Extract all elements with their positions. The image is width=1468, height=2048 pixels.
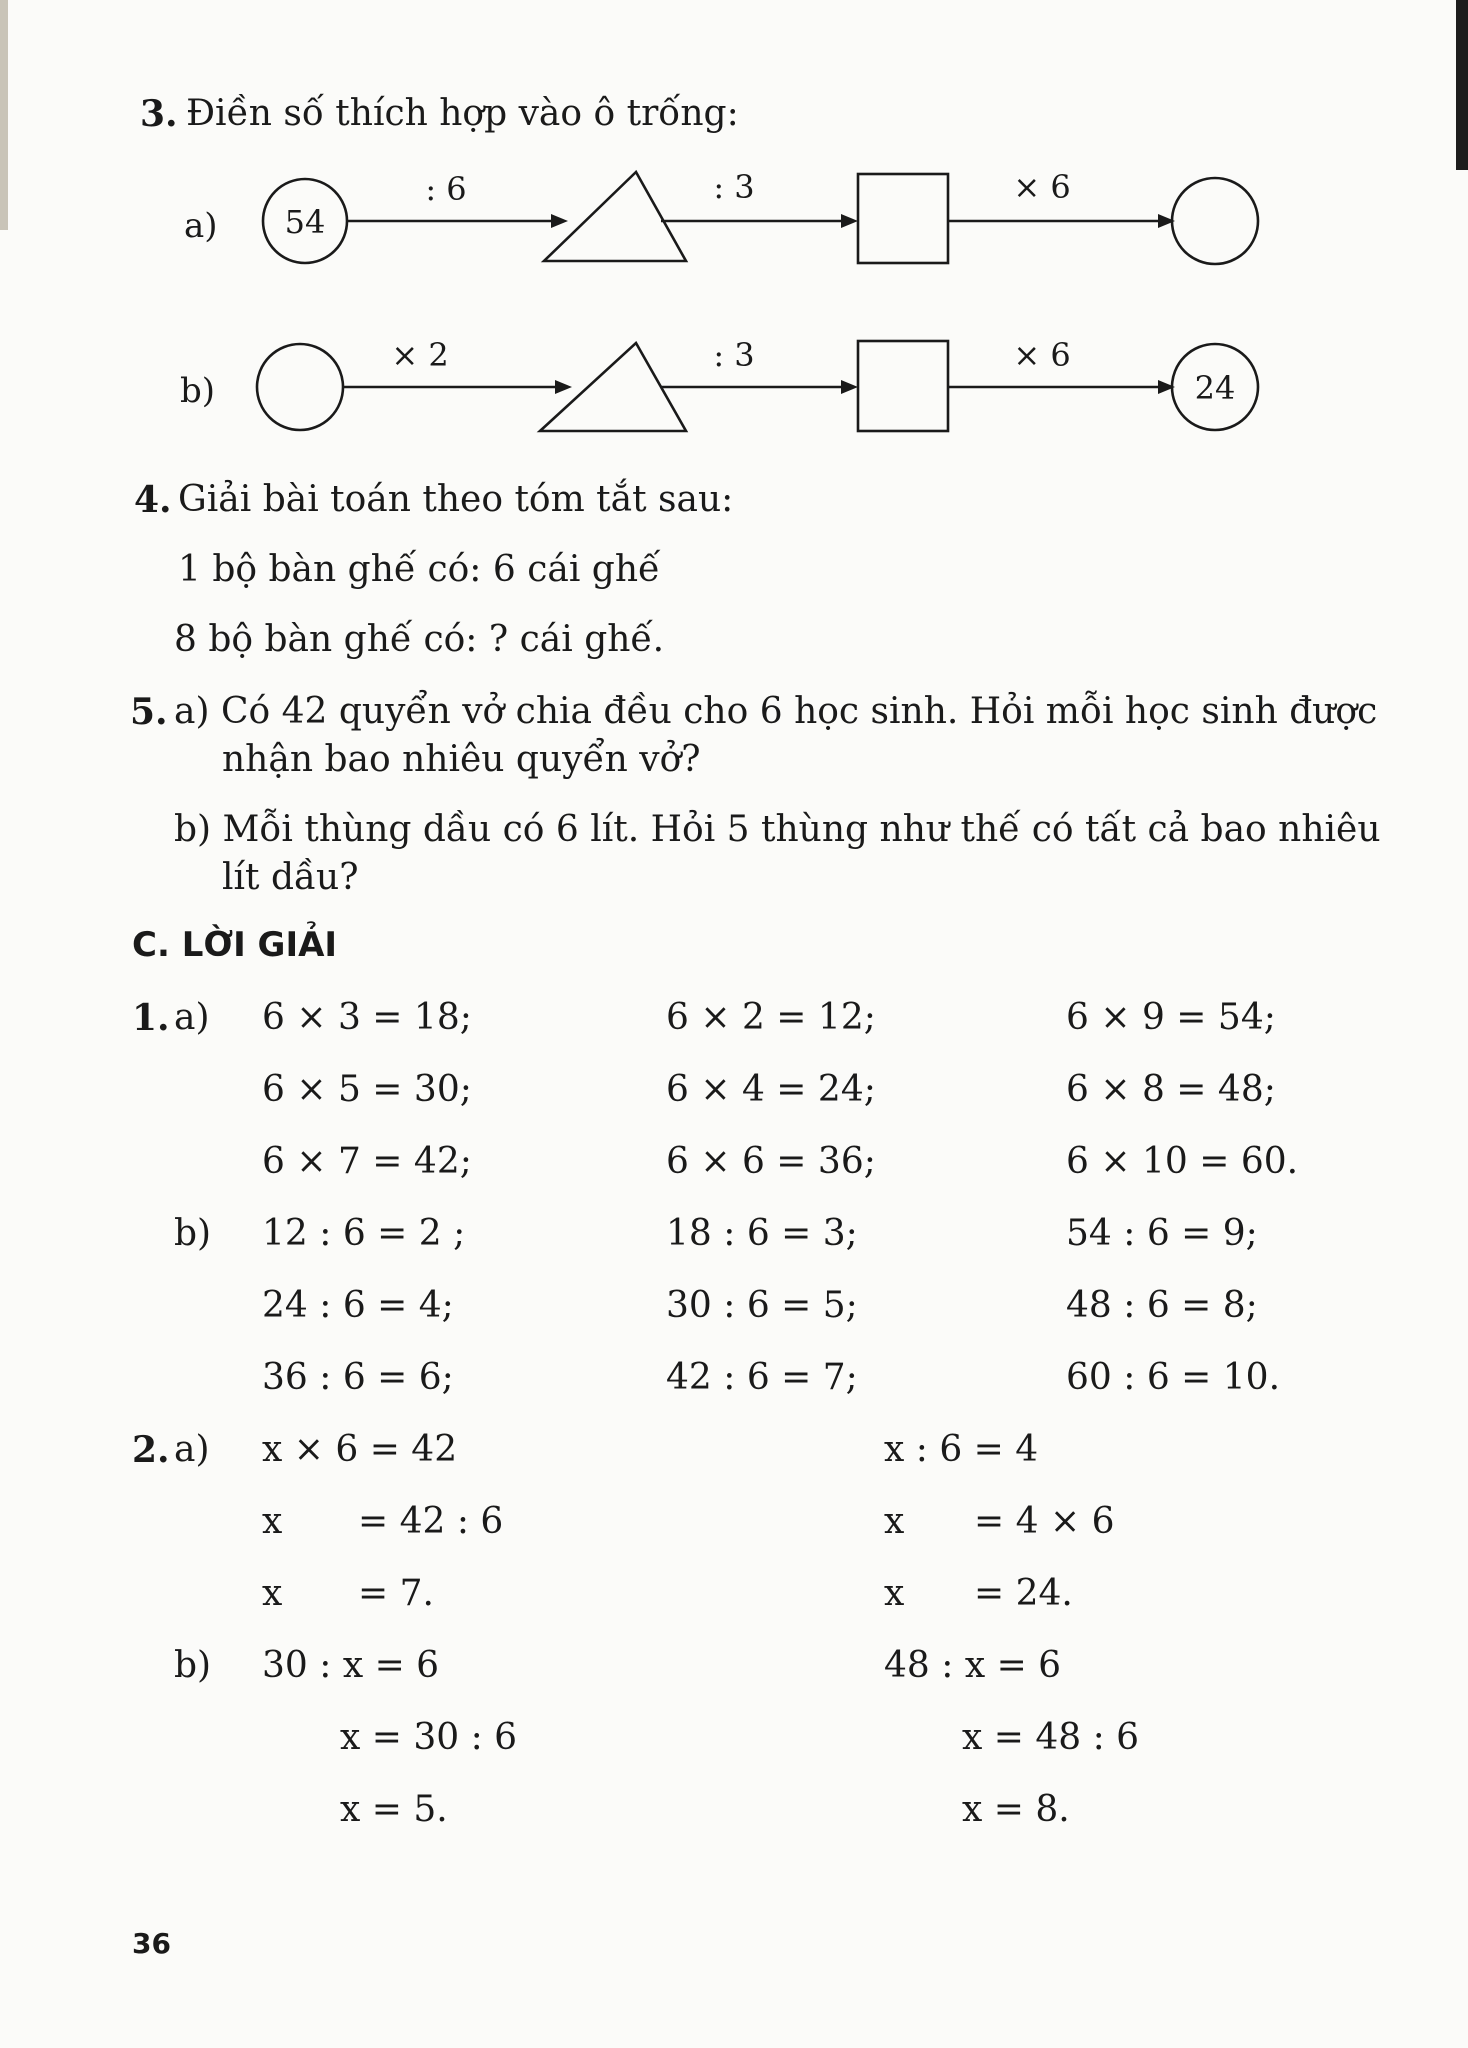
solution-1b-cell: 42 : 6 = 7; bbox=[666, 1357, 858, 1398]
start-circle-blank bbox=[257, 344, 343, 430]
solution-1b-cell: 60 : 6 = 10. bbox=[1066, 1357, 1281, 1398]
exercise-4-number: 4. bbox=[134, 479, 172, 521]
exercise-3a-diagram bbox=[240, 160, 1280, 290]
solution-1a-cell: 6 × 9 = 54; bbox=[1066, 997, 1276, 1038]
exercise-3-title: Điền số thích hợp vào ô trống: bbox=[186, 93, 739, 134]
solution-2a-label: a) bbox=[174, 1429, 210, 1470]
solution-2a-right-line-3: = 24. bbox=[974, 1573, 1073, 1614]
solution-1b-cell: 48 : 6 = 8; bbox=[1066, 1285, 1258, 1326]
page-left-edge bbox=[0, 0, 8, 230]
solution-1a-cell: 6 × 6 = 36; bbox=[666, 1141, 876, 1182]
solution-1a-cell: 6 × 4 = 24; bbox=[666, 1069, 876, 1110]
solution-1a-label: a) bbox=[174, 997, 210, 1038]
op-2-label: : 3 bbox=[713, 168, 755, 206]
solution-2a-left-line-2: = 42 : 6 bbox=[358, 1501, 504, 1542]
exercise-3a-label: a) bbox=[184, 206, 218, 246]
exercise-3b-diagram bbox=[240, 326, 1280, 456]
binder-edge bbox=[1456, 0, 1468, 170]
solution-1-number: 1. bbox=[132, 997, 170, 1039]
solution-1a-cell: 6 × 2 = 12; bbox=[666, 997, 876, 1038]
exercise-4-line-1: 1 bộ bàn ghế có: 6 cái ghế bbox=[178, 549, 661, 590]
solution-2b-right-line-2: x = 48 : 6 bbox=[962, 1717, 1140, 1758]
solution-1a-cell: 6 × 5 = 30; bbox=[262, 1069, 472, 1110]
solution-2b-right-line-1: 48 : x = 6 bbox=[884, 1645, 1062, 1686]
solution-2b-right-line-3: x = 8. bbox=[962, 1789, 1070, 1830]
solution-1b-cell: 18 : 6 = 3; bbox=[666, 1213, 858, 1254]
exercise-5b-line-2: lít dầu? bbox=[222, 857, 359, 898]
end-value: 24 bbox=[1194, 369, 1236, 407]
solution-2a-left-line-3: = 7. bbox=[358, 1573, 434, 1614]
solution-2b-left-line-3: x = 5. bbox=[340, 1789, 448, 1830]
exercise-5a-line-1: a) Có 42 quyển vở chia đều cho 6 học sinh. Hỏi mỗi học sinh được bbox=[174, 691, 1378, 732]
solution-2a-right-line-2: = 4 × 6 bbox=[974, 1501, 1115, 1542]
solution-2a-right-line-1: x : 6 = 4 bbox=[884, 1429, 1039, 1470]
solution-2a-left-line-1: x × 6 = 42 bbox=[262, 1429, 458, 1470]
solution-1b-label: b) bbox=[174, 1213, 212, 1254]
solution-2b-left-line-1: 30 : x = 6 bbox=[262, 1645, 440, 1686]
exercise-5a-line-2: nhận bao nhiêu quyển vở? bbox=[222, 739, 701, 780]
op-3-label: × 6 bbox=[1013, 168, 1071, 206]
solution-2-number: 2. bbox=[132, 1429, 170, 1471]
solution-2b-left-line-2: x = 30 : 6 bbox=[340, 1717, 518, 1758]
solution-1b-cell: 24 : 6 = 4; bbox=[262, 1285, 454, 1326]
op-2-label: : 3 bbox=[713, 336, 755, 374]
solution-2b-label: b) bbox=[174, 1645, 212, 1686]
op-1-label: : 6 bbox=[425, 170, 467, 208]
end-circle-blank bbox=[1172, 178, 1258, 264]
exercise-3-number: 3. bbox=[140, 93, 178, 135]
exercise-3b-label: b) bbox=[180, 371, 216, 411]
square-blank bbox=[858, 174, 948, 263]
section-c-heading: C. LỜI GIẢI bbox=[132, 925, 338, 965]
op-3-label: × 6 bbox=[1013, 336, 1071, 374]
exercise-5-number: 5. bbox=[130, 691, 168, 733]
solution-1a-cell: 6 × 10 = 60. bbox=[1066, 1141, 1299, 1182]
solution-1b-cell: 30 : 6 = 5; bbox=[666, 1285, 858, 1326]
exercise-4-title: Giải bài toán theo tóm tắt sau: bbox=[178, 479, 734, 520]
start-value: 54 bbox=[284, 203, 326, 241]
solution-1a-cell: 6 × 8 = 48; bbox=[1066, 1069, 1276, 1110]
solution-2a-right-x: x bbox=[884, 1501, 905, 1542]
triangle-blank bbox=[544, 172, 686, 261]
exercise-4-line-2: 8 bộ bàn ghế có: ? cái ghế. bbox=[174, 619, 665, 660]
solution-2a-left-x: x bbox=[262, 1501, 283, 1542]
solution-2a-right-x: x bbox=[884, 1573, 905, 1614]
solution-1b-cell: 36 : 6 = 6; bbox=[262, 1357, 454, 1398]
square-blank bbox=[858, 341, 948, 431]
solution-1b-cell: 12 : 6 = 2 ; bbox=[262, 1213, 466, 1254]
page-number: 36 bbox=[132, 1927, 171, 1960]
exercise-5b-line-1: b) Mỗi thùng dầu có 6 lít. Hỏi 5 thùng như thế có tất cả bao nhiêu bbox=[174, 809, 1381, 850]
solution-1a-cell: 6 × 3 = 18; bbox=[262, 997, 472, 1038]
op-1-label: × 2 bbox=[391, 336, 449, 374]
solution-1a-cell: 6 × 7 = 42; bbox=[262, 1141, 472, 1182]
solution-1b-cell: 54 : 6 = 9; bbox=[1066, 1213, 1258, 1254]
solution-2a-left-x: x bbox=[262, 1573, 283, 1614]
